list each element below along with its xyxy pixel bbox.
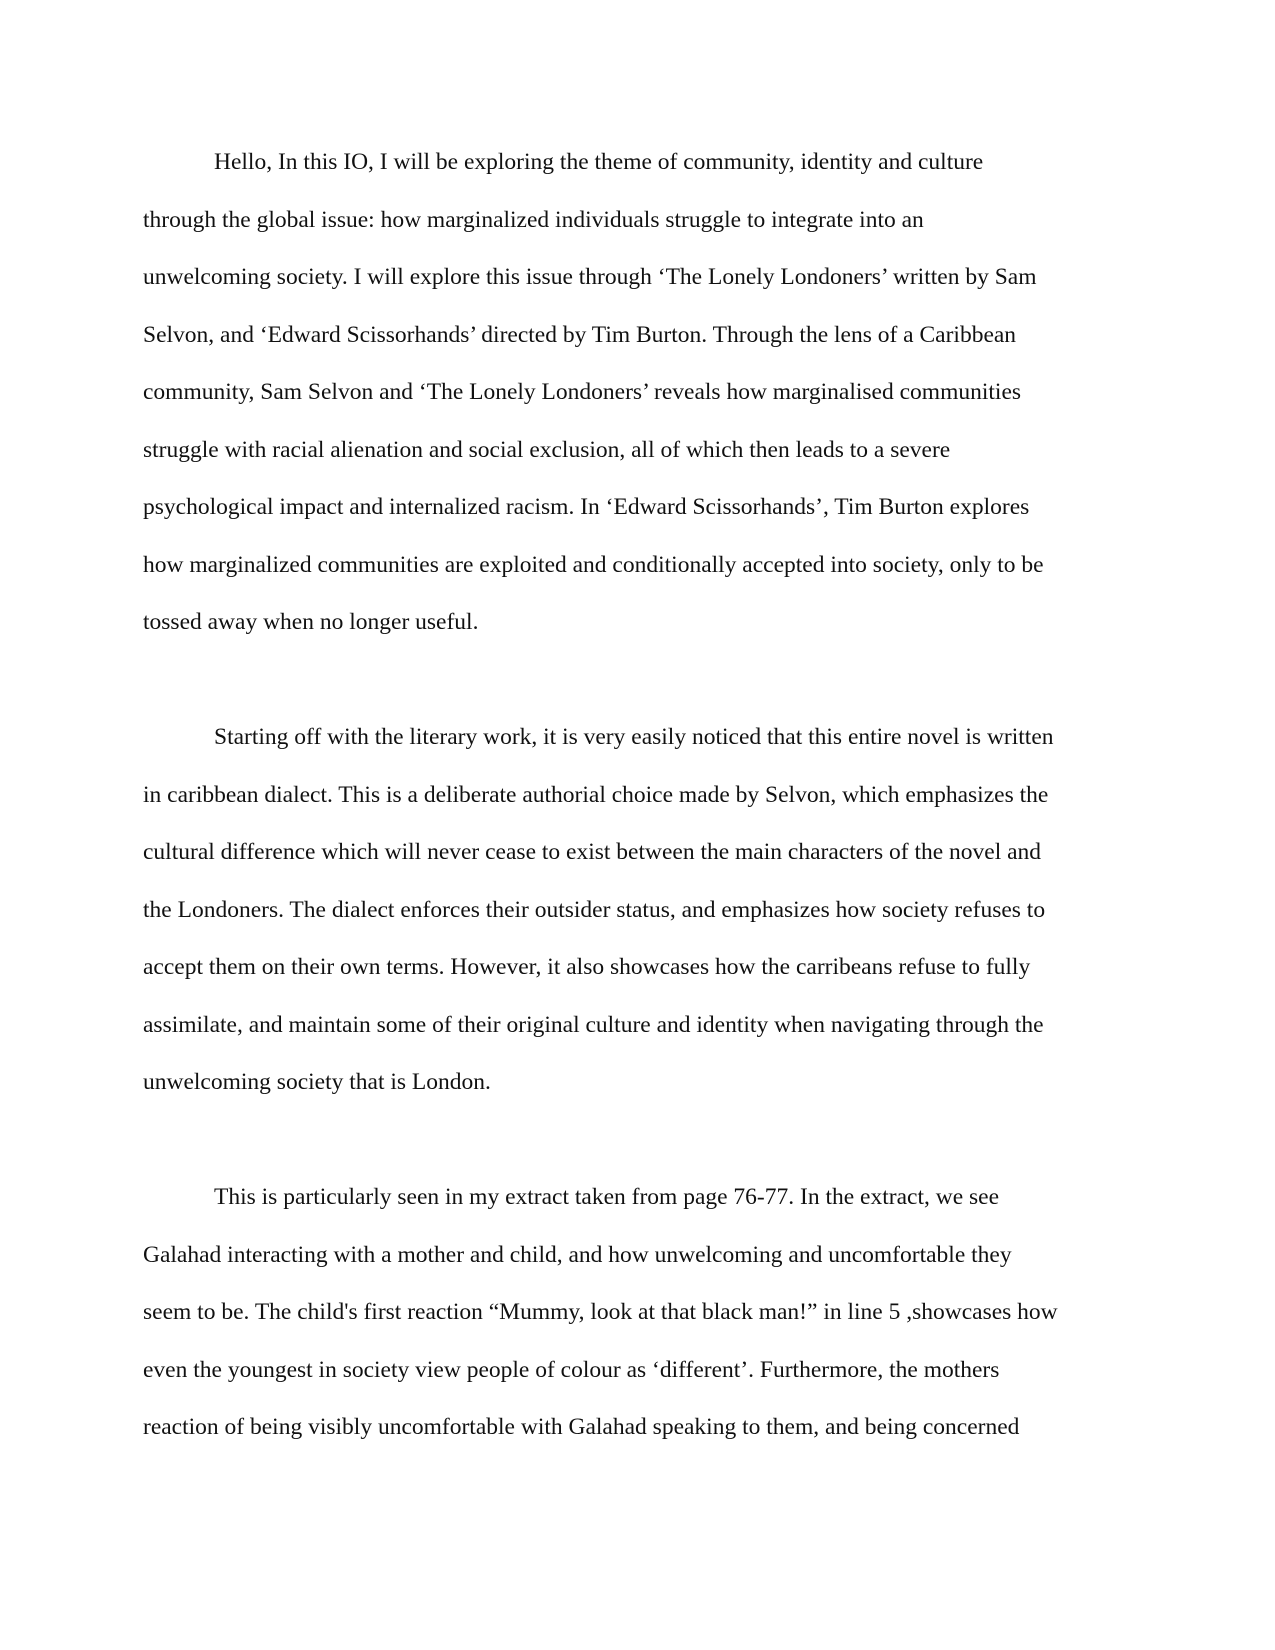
text-line: through the global issue: how marginalized individuals struggle to integrate into an <box>143 206 924 233</box>
text-line: assimilate, and maintain some of their original culture and identity when navigating through the <box>143 1011 1044 1038</box>
text-line: accept them on their own terms. However, it also showcases how the carribeans refuse to fully <box>143 954 1031 980</box>
document-body <box>143 134 1133 1514</box>
text-line: unwelcoming society that is London. <box>143 1069 491 1095</box>
text-line: tossed away when no longer useful. <box>143 609 479 635</box>
paragraph-introduction <box>143 134 1133 652</box>
text-line: the Londoners. The dialect enforces their outsider status, and emphasizes how society refuses to <box>143 896 1046 923</box>
text-line: Selvon, and ‘Edward Scissorhands’ directed by Tim Burton. Through the lens of a Caribbean <box>143 321 1017 348</box>
text-line: even the youngest in society view people of colour as ‘different’. Furthermore, the mothers <box>143 1356 1000 1383</box>
text-line: in caribbean dialect. This is a deliberate authorial choice made by Selvon, which emphasizes the <box>143 781 1049 808</box>
text-line: seem to be. The child's first reaction “Mummy, look at that black man!” in line 5 ,showcases how <box>143 1299 1058 1325</box>
text-line: Starting off with the literary work, it is very easily noticed that this entire novel is written <box>214 724 1054 750</box>
text-line: Hello, In this IO, I will be exploring the theme of community, identity and culture <box>214 149 984 175</box>
paragraph-extract-analysis <box>143 1169 1133 1457</box>
text-line: reaction of being visibly uncomfortable with Galahad speaking to them, and being concerned <box>143 1414 1020 1440</box>
text-line: community, Sam Selvon and ‘The Lonely Londoners’ reveals how marginalised communities <box>143 379 1022 405</box>
text-line: cultural difference which will never cease to exist between the main characters of the novel and <box>143 839 1042 865</box>
text-line: This is particularly seen in my extract taken from page 76-77. In the extract, we see <box>214 1184 1000 1210</box>
paragraph-literary-work <box>143 709 1133 1112</box>
text-line: unwelcoming society. I will explore this issue through ‘The Lonely Londoners’ written by Sam <box>143 264 1037 290</box>
text-line: Galahad interacting with a mother and child, and how unwelcoming and uncomfortable they <box>143 1241 1012 1268</box>
text-line: psychological impact and internalized racism. In ‘Edward Scissorhands’, Tim Burton explores <box>143 494 1030 520</box>
text-line: how marginalized communities are exploited and conditionally accepted into society, only to be <box>143 551 1044 578</box>
text-line: struggle with racial alienation and social exclusion, all of which then leads to a severe <box>143 436 951 463</box>
